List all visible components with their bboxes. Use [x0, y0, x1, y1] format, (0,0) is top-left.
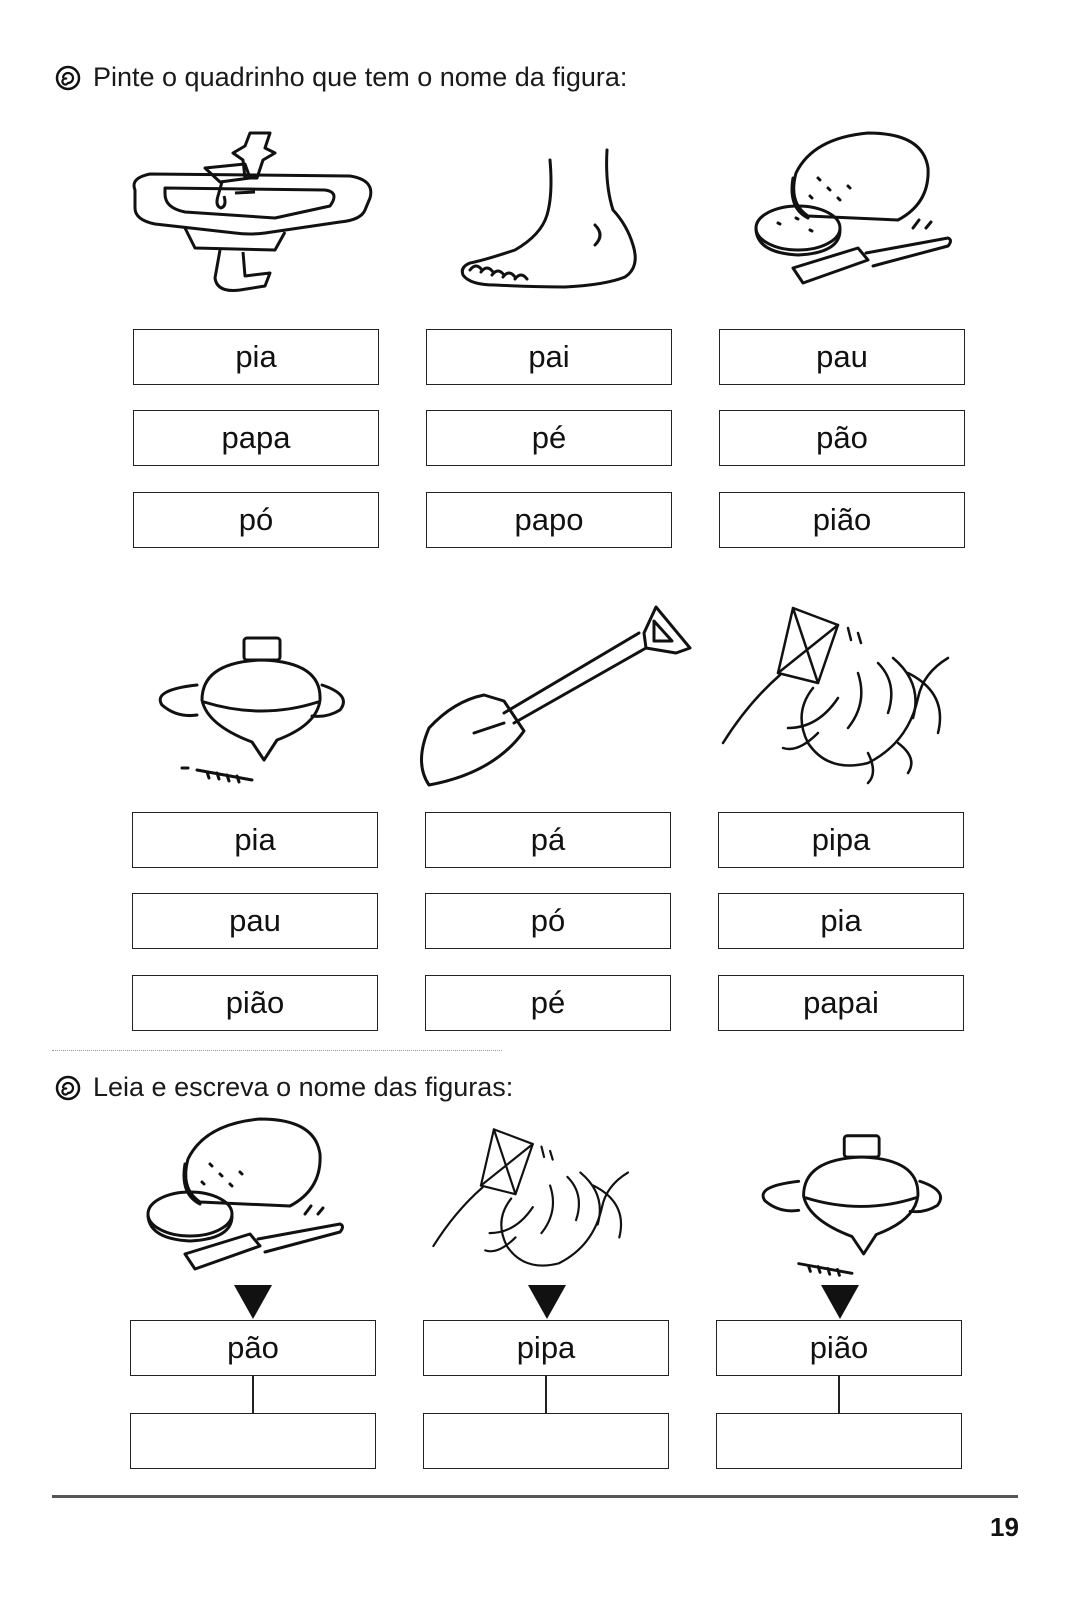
kite-figure-2: [412, 1125, 664, 1285]
footer-rule: [52, 1495, 1018, 1498]
option-top-2[interactable]: pau: [132, 893, 378, 949]
sink-figure: [125, 128, 380, 298]
answer-box-bread[interactable]: [130, 1413, 376, 1469]
option-shovel-2[interactable]: pó: [425, 893, 671, 949]
option-kite-3[interactable]: papai: [718, 975, 964, 1031]
bread-figure: [748, 128, 966, 288]
word-box-kite: pipa: [423, 1320, 669, 1376]
spinning-top-figure-2: [752, 1128, 952, 1283]
divider-dots: [52, 1050, 502, 1051]
option-sink-1[interactable]: pia: [133, 329, 379, 385]
option-kite-2[interactable]: pia: [718, 893, 964, 949]
option-top-3[interactable]: pião: [132, 975, 378, 1031]
spiral-icon: [55, 1075, 81, 1101]
option-foot-1[interactable]: pai: [426, 329, 672, 385]
foot-figure: [455, 145, 645, 300]
word-box-top: pião: [716, 1320, 962, 1376]
connector-line: [545, 1376, 547, 1413]
bread-figure-2: [140, 1113, 358, 1275]
down-arrow-icon: [528, 1285, 566, 1319]
option-bread-1[interactable]: pau: [719, 329, 965, 385]
option-bread-3[interactable]: pião: [719, 492, 965, 548]
spinning-top-figure: [152, 630, 352, 790]
option-sink-3[interactable]: pó: [133, 492, 379, 548]
option-shovel-1[interactable]: pá: [425, 812, 671, 868]
answer-box-kite[interactable]: [423, 1413, 669, 1469]
page-number: 19: [990, 1512, 1019, 1542]
kite-figure: [718, 603, 970, 788]
word-box-bread: pão: [130, 1320, 376, 1376]
option-sink-2[interactable]: papa: [133, 410, 379, 466]
option-top-1[interactable]: pia: [132, 812, 378, 868]
shovel-figure: [414, 603, 696, 788]
down-arrow-icon: [234, 1285, 272, 1319]
instruction-1-text: Pinte o quadrinho que tem o nome da figura:: [93, 62, 628, 92]
option-bread-2[interactable]: pão: [719, 410, 965, 466]
option-foot-3[interactable]: papo: [426, 492, 672, 548]
instruction-2-text: Leia e escreva o nome das figuras:: [93, 1072, 514, 1102]
spiral-icon: [55, 65, 81, 91]
connector-line: [838, 1376, 840, 1413]
option-foot-2[interactable]: pé: [426, 410, 672, 466]
answer-box-top[interactable]: [716, 1413, 962, 1469]
down-arrow-icon: [821, 1285, 859, 1319]
instruction-1: [55, 62, 627, 93]
connector-line: [252, 1376, 254, 1413]
option-kite-1[interactable]: pipa: [718, 812, 964, 868]
instruction-2: [55, 1072, 513, 1103]
option-shovel-3[interactable]: pé: [425, 975, 671, 1031]
